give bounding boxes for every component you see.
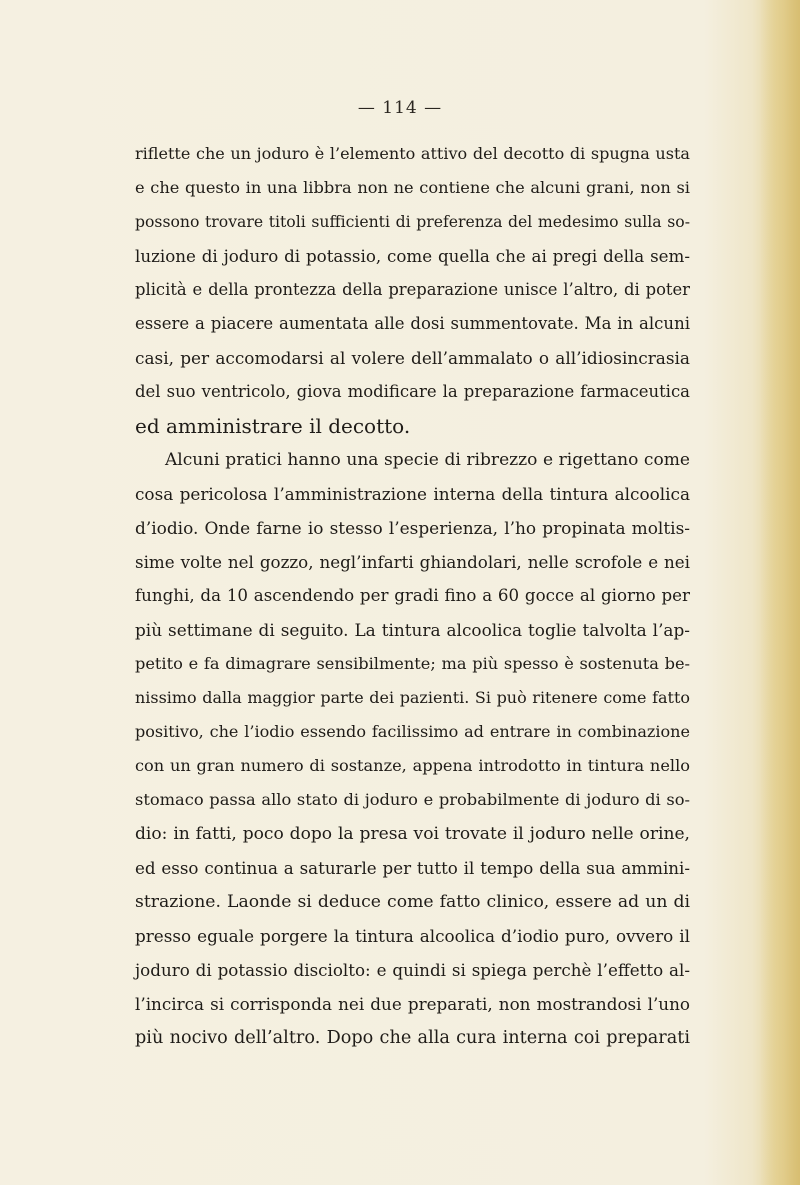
text-line: luzione di joduro di potassio, come quella che ai pregi della sem-: [135, 246, 690, 266]
text-line: possono trovare titoli sufficienti di preferenza del medesimo sulla so-: [135, 212, 690, 231]
text-line: del suo ventricolo, giova modificare la preparazione farmaceutica: [135, 382, 690, 401]
text-line: joduro di potassio disciolto: e quindi si spiega perchè l’effetto al-: [135, 960, 690, 980]
text-line: ed amministrare il decotto.: [135, 414, 411, 438]
text-line: riflette che un joduro è l’elemento attivo del decotto di spugna usta: [135, 144, 690, 163]
page-number: — 114 —: [357, 98, 443, 118]
text-line: presso eguale porgere la tintura alcoolica d’iodio puro, ovvero il: [135, 926, 690, 946]
page-edge-stain: [760, 0, 800, 1185]
text-line: più nocivo dell’altro. Dopo che alla cura interna coi preparati: [135, 1028, 690, 1048]
text-line: con un gran numero di sostanze, appena introdotto in tintura nello: [135, 756, 690, 775]
text-line: dio: in fatti, poco dopo la presa voi trovate il joduro nelle orine,: [135, 824, 690, 844]
text-line: d’iodio. Onde farne io stesso l’esperienza, l’ho propinata moltis-: [135, 518, 690, 538]
text-line: nissimo dalla maggior parte dei pazienti. Si può ritenere come fatto: [135, 688, 690, 707]
text-line: stomaco passa allo stato di joduro e probabilmente di joduro di so-: [135, 790, 690, 809]
text-line: l’incirca si corrisponda nei due preparati, non mostrandosi l’uno: [135, 994, 690, 1014]
text-line: e che questo in una libbra non ne contiene che alcuni grani, non si: [135, 178, 690, 197]
text-line: essere a piacere aumentata alle dosi summentovate. Ma in alcuni: [135, 314, 690, 333]
text-line: ed esso continua a saturarle per tutto il tempo della sua ammini-: [135, 858, 690, 878]
text-line: positivo, che l’iodio essendo facilissimo ad entrare in combinazione: [135, 722, 690, 741]
text-line: cosa pericolosa l’amministrazione interna della tintura alcoolica: [135, 484, 690, 504]
text-line: petito e fa dimagrare sensibilmente; ma più spesso è sostenuta be-: [135, 654, 690, 673]
text-line: plicità e della prontezza della preparazione unisce l’altro, di poter: [135, 280, 690, 299]
text-line: più settimane di seguito. La tintura alcoolica toglie talvolta l’ap-: [135, 620, 690, 640]
text-line: casi, per accomodarsi al volere dell’ammalato o all’idiosincrasia: [135, 348, 690, 368]
text-line: sime volte nel gozzo, negl’infarti ghiandolari, nelle scrofole e nei: [135, 552, 690, 572]
body-text: [135, 137, 690, 1055]
text-line: strazione. Laonde si deduce come fatto clinico, essere ad un di: [135, 892, 690, 912]
text-line: funghi, da 10 ascendendo per gradi fino a 60 gocce al giorno per: [135, 586, 690, 605]
text-line: Alcuni pratici hanno una specie di ribrezzo e rigettano come: [165, 450, 690, 470]
